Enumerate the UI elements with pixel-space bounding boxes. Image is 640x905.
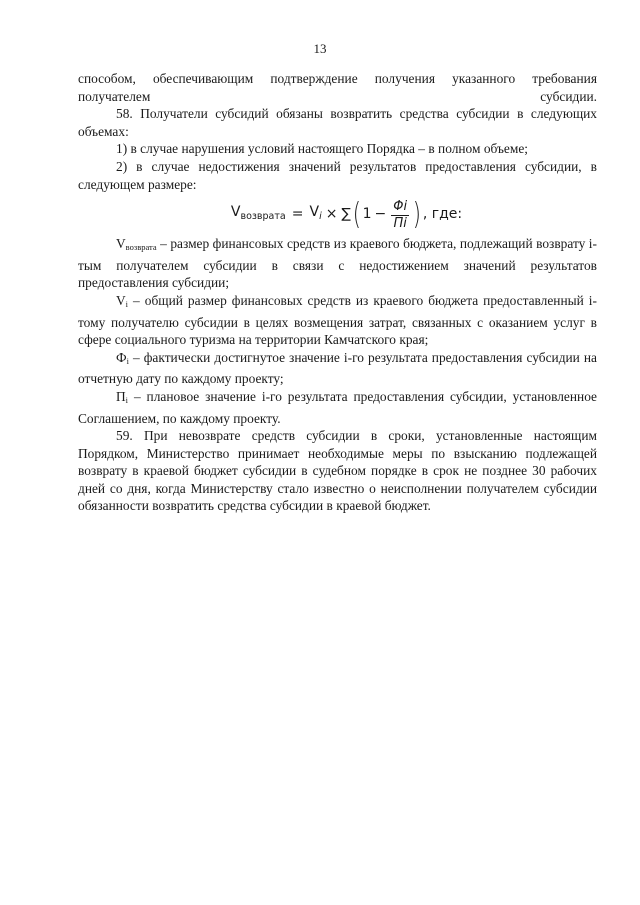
paragraph-59-text: 59. При невозврате средств субсидии в сроки, установленные настоящим Порядком, Министерство принимает необходимые меры по взысканию подлежащей возврату в краевой бюджет субсидии в судебном порядке в срок не позднее 30 рабочих дней со дня, когда Министерству стало известно о неисполнении получателем субсидии обязанности возвратить средства субсидии в краевой бюджет. [78, 428, 597, 514]
definition-pi-subscript: i [125, 394, 129, 405]
formula-times: × [325, 206, 338, 223]
formula-tail: , где: [422, 206, 463, 223]
formula-one: 1 [362, 206, 372, 223]
list-item-1 [78, 140, 597, 158]
definition-fi-text: – фактически достигнутое значение i-го результата предоставления субсидии на отчетную дату по каждому проекту; [78, 349, 597, 387]
formula-v-symbol: V [309, 204, 320, 221]
definition-vi [78, 292, 597, 349]
formula-sum-sign: ∑ [341, 206, 351, 223]
formula-v [309, 204, 321, 226]
paragraph-58-text: 58. Получатели субсидий обязаны возвратить средства субсидии в следующих объемах: [78, 106, 597, 139]
definition-v-return [78, 235, 597, 292]
formula-denominator: Πi [393, 215, 407, 231]
formula-fraction [391, 199, 409, 232]
page-number: 13 [313, 41, 327, 56]
definition-v-return-subscript: возврата [125, 242, 157, 253]
definition-fi [78, 349, 597, 388]
formula-v-subscript: i [319, 211, 322, 223]
page-body [78, 70, 597, 515]
definition-v-return-symbol: V [116, 236, 126, 252]
definition-pi-text: – плановое значение i-го результата предоставления субсидии, установленное Соглашением, по каждому проекту. [78, 388, 597, 426]
paragraph-59 [78, 427, 597, 515]
definition-vi-subscript: i [125, 298, 129, 309]
formula-lhs [231, 204, 286, 226]
definition-pi-symbol: П [116, 388, 126, 404]
definition-pi [78, 388, 597, 427]
formula-minus: − [374, 206, 387, 223]
definition-v-return-text: – размер финансовых средств из краевого бюджета, подлежащий возврату i-тым получателем субсидии в связи с недостижением значений результатов предоставления субсидии; [78, 236, 597, 291]
formula-equals: = [291, 206, 304, 223]
list-item-2 [78, 158, 597, 193]
definition-fi-symbol: Ф [116, 349, 127, 365]
definition-vi-text: – общий размер финансовых средств из краевого бюджета предоставленный i-тому получателю субсидии в целях возмещения затрат, связанных с оказанием услуг в сфере социального туризма на территории Камчатского края; [78, 292, 597, 348]
list-item-2-text: 2) в случае недостижения значений результатов предоставления субсидии, в следующем размере: [78, 158, 597, 192]
formula-lhs-subscript: возврата [240, 211, 286, 223]
list-item-1-text: 1) в случае нарушения условий настоящего Порядка – в полном объеме; [116, 141, 528, 157]
formula-lhs-symbol: V [230, 204, 241, 221]
formula-open-paren: ( [352, 197, 361, 233]
paragraph-intro [78, 70, 597, 105]
formula-numerator: Φi [393, 198, 408, 214]
paragraph-58 [78, 105, 597, 140]
formula-close-paren: ) [412, 197, 422, 233]
refund-formula [96, 194, 597, 236]
definition-fi-subscript: i [126, 355, 129, 366]
definition-vi-symbol: V [116, 292, 126, 308]
paragraph-intro-text: способом, обеспечивающим подтверждение получения указанного требования получателем субсидии. [78, 71, 597, 104]
